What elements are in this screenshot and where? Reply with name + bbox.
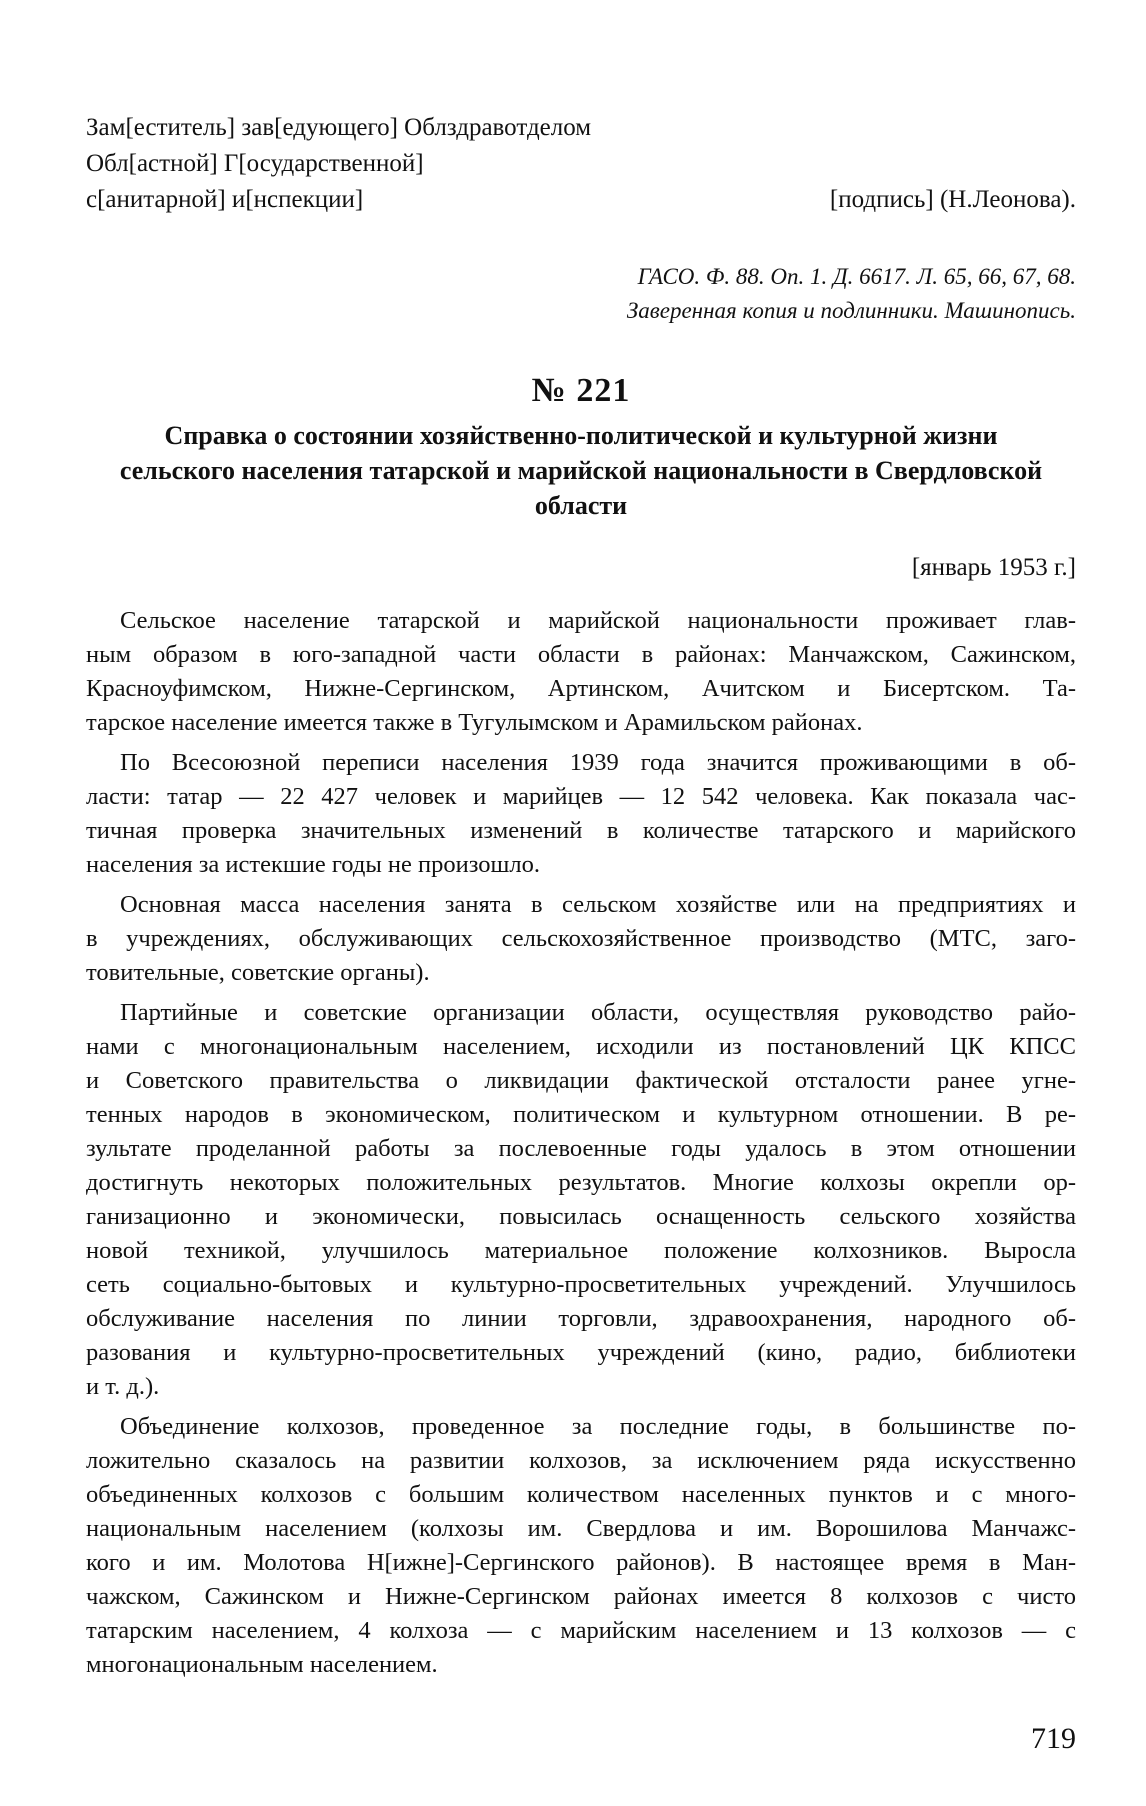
- text-line: По Всесоюзной переписи населения 1939 года значится проживающими в об-: [120, 749, 1076, 776]
- text-line: чажском, Сажинском и Нижне-Сергинском районах имеется 8 колхозов с чисто: [86, 1583, 1076, 1610]
- paragraph-2: [86, 746, 1076, 882]
- text-line: новой техникой, улучшилось материальное положение колхозников. Выросла: [86, 1237, 1076, 1264]
- text-line: достигнуть некоторых положительных результатов. Многие колхозы окрепли ор-: [86, 1169, 1076, 1196]
- text-line: Красноуфимском, Нижне-Сергинском, Артинском, Ачитском и Бисертском. Та-: [86, 675, 1076, 702]
- text-line: и Советского правительства о ликвидации фактической отсталости ранее угне-: [86, 1067, 1076, 1094]
- text-line: тарское население имеется также в Тугулымском и Арамильском районах.: [86, 709, 863, 736]
- text-line: Партийные и советские организации области, осуществляя руководство райо-: [120, 999, 1076, 1026]
- text-line: Основная масса населения занята в сельском хозяйстве или на предприятиях и: [120, 891, 1076, 918]
- paragraph-1: [86, 604, 1076, 740]
- archive-reference: ГАСО. Ф. 88. Оп. 1. Д. 6617. Л. 65, 66, 67, 68.: [637, 264, 1076, 289]
- document-title-line: Справка о состоянии хозяйственно-политической и культурной жизни: [164, 421, 998, 450]
- text-line: ласти: татар — 22 427 человек и марийцев — 12 542 человека. Как показала час-: [86, 783, 1076, 810]
- text-line: товительные, советские органы).: [86, 959, 430, 986]
- text-line: тенных народов в экономическом, политическом и культурном отношении. В ре-: [86, 1101, 1076, 1128]
- document-title-line: области: [534, 491, 628, 520]
- page-number: 719: [1031, 1722, 1076, 1755]
- signature-last-row: [86, 182, 1076, 218]
- signature-name: [подпись] (Н.Леонова).: [829, 186, 1076, 213]
- text-line: и т. д.).: [86, 1373, 160, 1400]
- page-content: [86, 0, 1084, 1806]
- text-line: ным образом в юго-западной части области в районах: Манчажском, Сажинском,: [86, 641, 1076, 668]
- text-line: татарским населением, 4 колхоза — с марийским населением и 13 колхозов — с: [86, 1617, 1076, 1644]
- text-line: кого и им. Молотова Н[ижне]-Сергинского районов). В настоящее время в Ман-: [86, 1549, 1076, 1576]
- text-line: ложительно сказалось на развитии колхозов, за исключением ряда искусственно: [86, 1447, 1076, 1474]
- signature-block: [86, 110, 1076, 218]
- text-line: ганизационно и экономически, повысилась оснащенность сельского хозяйства: [86, 1203, 1076, 1230]
- document-title-line: сельского населения татарской и марийской национальности в Свердловской: [119, 456, 1043, 485]
- text-line: нами с многонациональным населением, исходили из постановлений ЦК КПСС: [86, 1033, 1076, 1060]
- document-body: [86, 604, 1076, 1688]
- text-line: национальным населением (колхозы им. Свердлова и им. Ворошилова Манчажс-: [86, 1515, 1076, 1542]
- paragraph-4: [86, 996, 1076, 1404]
- document-title: [86, 418, 1076, 523]
- text-line: населения за истекшие годы не произошло.: [86, 851, 540, 878]
- paragraph-5: [86, 1410, 1076, 1682]
- text-line: Объединение колхозов, проведенное за последние годы, в большинстве по-: [120, 1413, 1076, 1440]
- text-line: многонациональным населением.: [86, 1651, 438, 1678]
- signature-position-line-2: Обл[астной] Г[осударственной]: [86, 150, 424, 177]
- text-line: разования и культурно-просветительных учреждений (кино, радио, библиотеки: [86, 1339, 1076, 1366]
- document-date: [январь 1953 г.]: [911, 554, 1076, 581]
- text-line: обслуживание населения по линии торговли, здравоохранения, народного об-: [86, 1305, 1076, 1332]
- signature-position-line-3: с[анитарной] и[нспекции]: [86, 186, 364, 213]
- text-line: объединенных колхозов с большим количеством населенных пунктов и с много-: [86, 1481, 1076, 1508]
- archive-note: Заверенная копия и подлинники. Машинопись.: [626, 298, 1076, 323]
- paragraph-3: [86, 888, 1076, 990]
- text-line: тичная проверка значительных изменений в количестве татарского и марийского: [86, 817, 1076, 844]
- document-number: № 221: [531, 372, 631, 409]
- text-line: зультате проделанной работы за послевоенные годы удалось в этом отношении: [86, 1135, 1076, 1162]
- text-line: Сельское население татарской и марийской национальности проживает глав-: [120, 607, 1076, 634]
- text-line: сеть социально-бытовых и культурно-просветительных учреждений. Улучшилось: [86, 1271, 1076, 1298]
- archive-source: [627, 260, 1076, 328]
- text-line: в учреждениях, обслуживающих сельскохозяйственное производство (МТС, заго-: [86, 925, 1076, 952]
- signature-position-line-1: Зам[еститель] зав[едующего] Облздравотделом: [86, 114, 592, 141]
